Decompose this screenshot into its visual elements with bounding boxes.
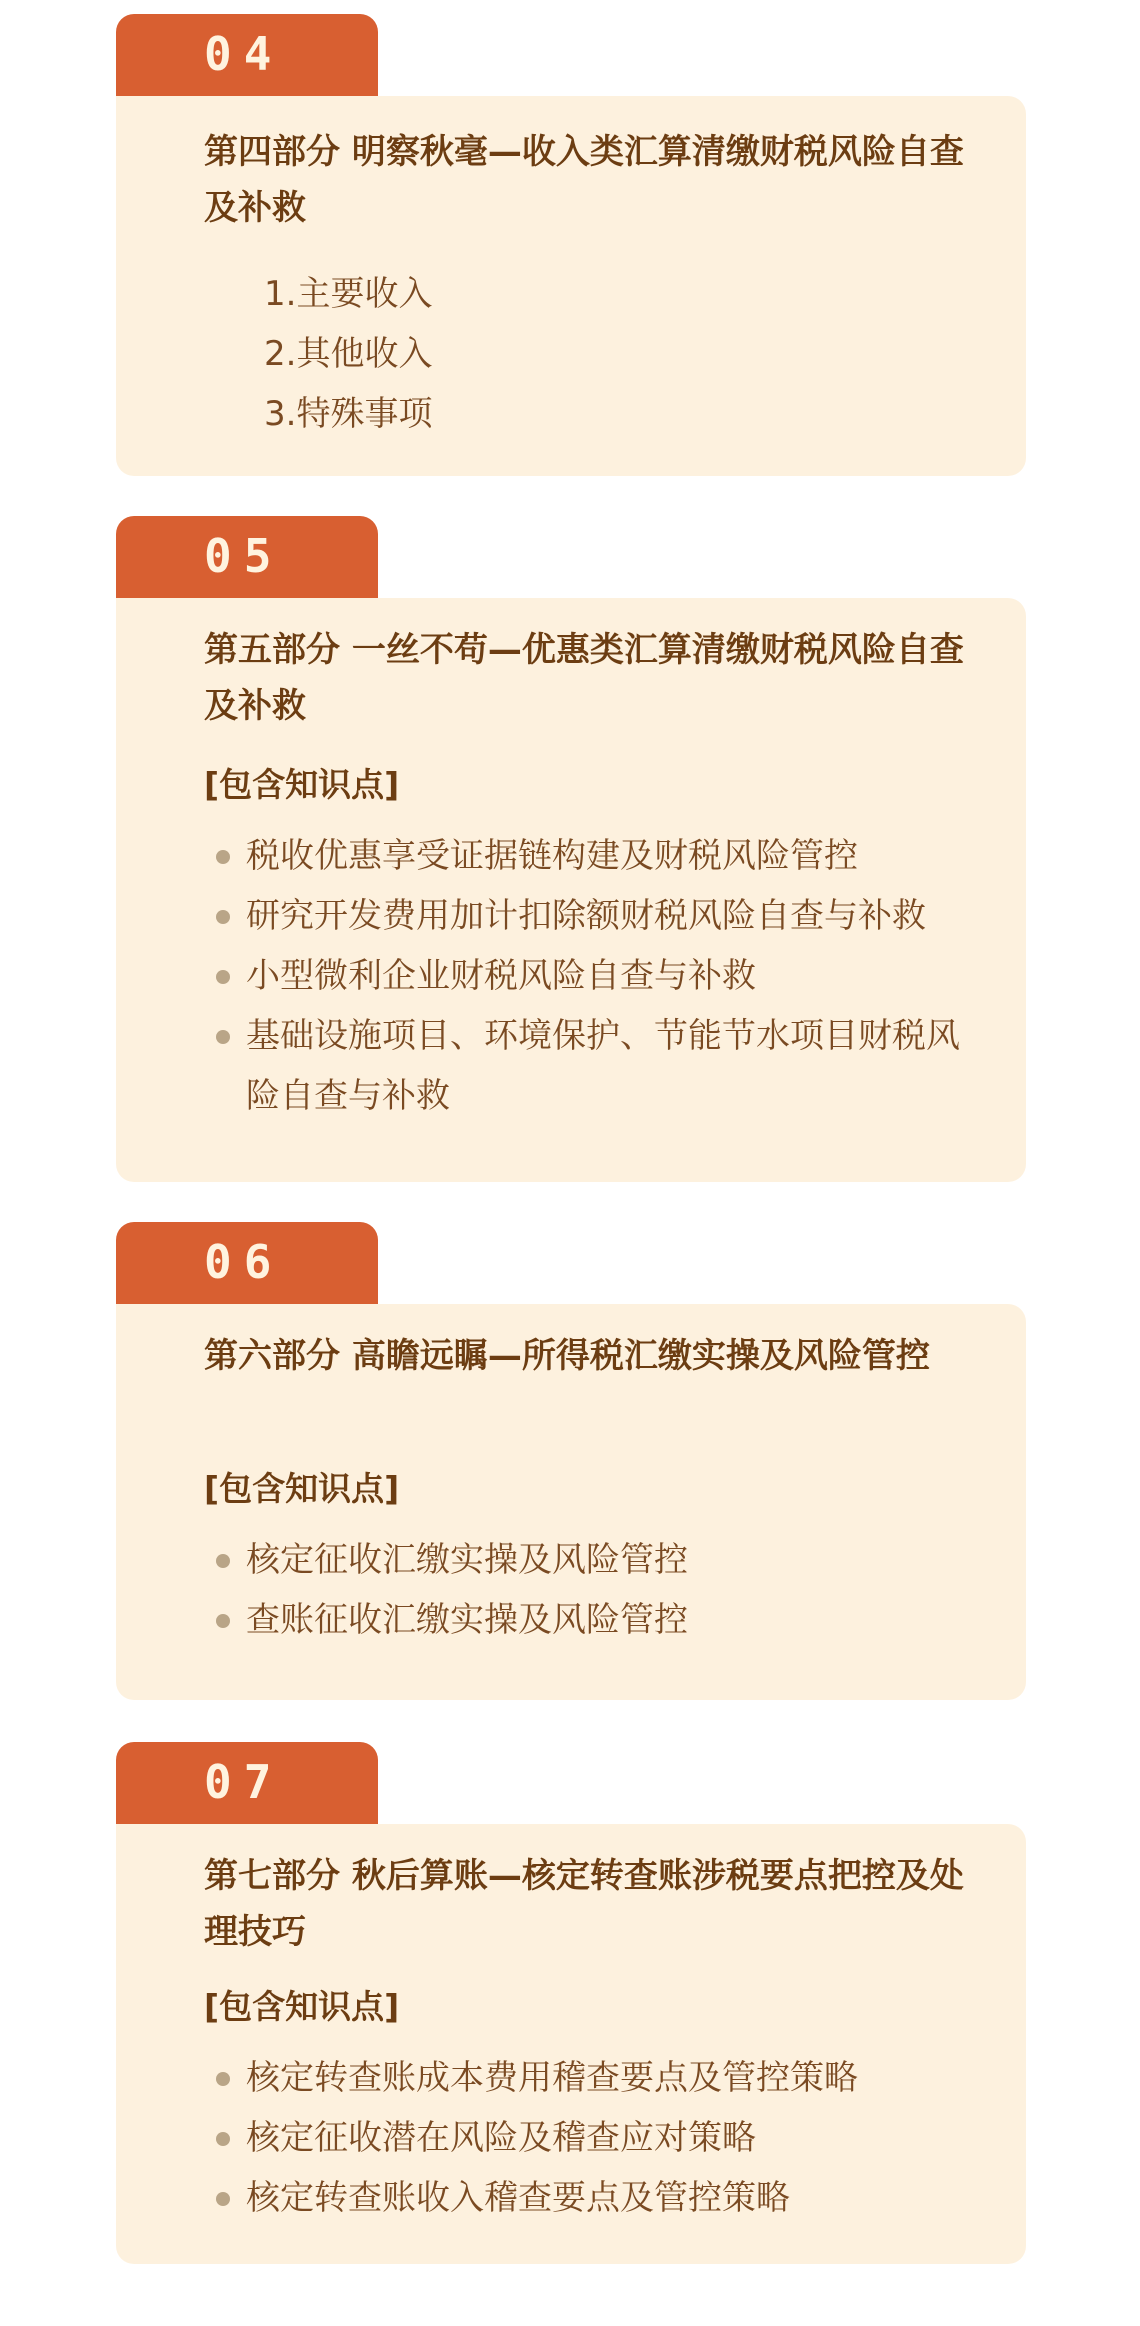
section-number-tab: [116, 516, 378, 598]
list-item: [246, 1590, 986, 1650]
knowledge-points-list: [246, 2048, 986, 2228]
section-card: [116, 1304, 1026, 1700]
knowledge-points-list: [246, 1530, 986, 1650]
list-item-text: 基础设施项目、环境保护、节能节水项目财税风险自查与补救: [246, 1016, 960, 1116]
list-item: 1.主要收入: [264, 274, 433, 314]
list-item-text: 核定转查账收入稽查要点及管控策略: [246, 2178, 790, 2218]
bullet-dot: [216, 2072, 230, 2086]
bullet-dot: [216, 850, 230, 864]
list-item: 3.特殊事项: [264, 394, 433, 434]
list-item: [246, 946, 986, 1006]
knowledge-points-list: [246, 826, 986, 1126]
bullet-dot: [216, 1030, 230, 1044]
knowledge-points-heading: [包含知识点]: [204, 1469, 400, 1508]
section-card: [116, 598, 1026, 1182]
section-title: 第七部分 秋后算账—核定转查账涉税要点把控及处理技巧: [204, 1856, 964, 1952]
list-item: [246, 2168, 986, 2228]
list-item-text: 核定征收汇缴实操及风险管控: [246, 1540, 688, 1580]
bullet-dot: [216, 970, 230, 984]
section-title: 第五部分 一丝不苟—优惠类汇算清缴财税风险自查及补救: [204, 630, 964, 726]
knowledge-points-heading: [包含知识点]: [204, 765, 400, 804]
section-07: [116, 1742, 1026, 2264]
section-05: [116, 516, 1026, 1182]
section-06: [116, 1222, 1026, 1700]
section-card: [116, 96, 1026, 476]
list-item-text: 查账征收汇缴实操及风险管控: [246, 1600, 688, 1640]
section-title: 第六部分 高瞻远瞩—所得税汇缴实操及风险管控: [204, 1336, 930, 1376]
list-item-text: 研究开发费用加计扣除额财税风险自查与补救: [246, 896, 926, 936]
section-04: [116, 14, 1026, 476]
list-item: [246, 1530, 986, 1590]
list-item: [246, 826, 986, 886]
section-number: 06: [204, 1235, 284, 1289]
list-item: [246, 886, 986, 946]
section-number: 04: [204, 27, 284, 81]
item-list: [264, 264, 432, 444]
list-item: [246, 2108, 986, 2168]
list-item: 2.其他收入: [264, 334, 433, 374]
bullet-dot: [216, 2192, 230, 2206]
list-item-text: 核定征收潜在风险及稽查应对策略: [246, 2118, 756, 2158]
bullet-dot: [216, 2132, 230, 2146]
section-number-tab: [116, 14, 378, 96]
list-item: [246, 1006, 986, 1126]
list-item-text: 税收优惠享受证据链构建及财税风险管控: [246, 836, 858, 876]
bullet-dot: [216, 910, 230, 924]
list-item: [246, 2048, 986, 2108]
section-title: 第四部分 明察秋毫—收入类汇算清缴财税风险自查及补救: [204, 132, 964, 228]
section-number: 07: [204, 1755, 284, 1809]
list-item-text: 核定转查账成本费用稽查要点及管控策略: [246, 2058, 858, 2098]
section-number: 05: [204, 529, 284, 583]
bullet-dot: [216, 1554, 230, 1568]
knowledge-points-heading: [包含知识点]: [204, 1987, 400, 2026]
section-number-tab: [116, 1222, 378, 1304]
list-item-text: 小型微利企业财税风险自查与补救: [246, 956, 756, 996]
bullet-dot: [216, 1614, 230, 1628]
section-card: [116, 1824, 1026, 2264]
section-number-tab: [116, 1742, 378, 1824]
